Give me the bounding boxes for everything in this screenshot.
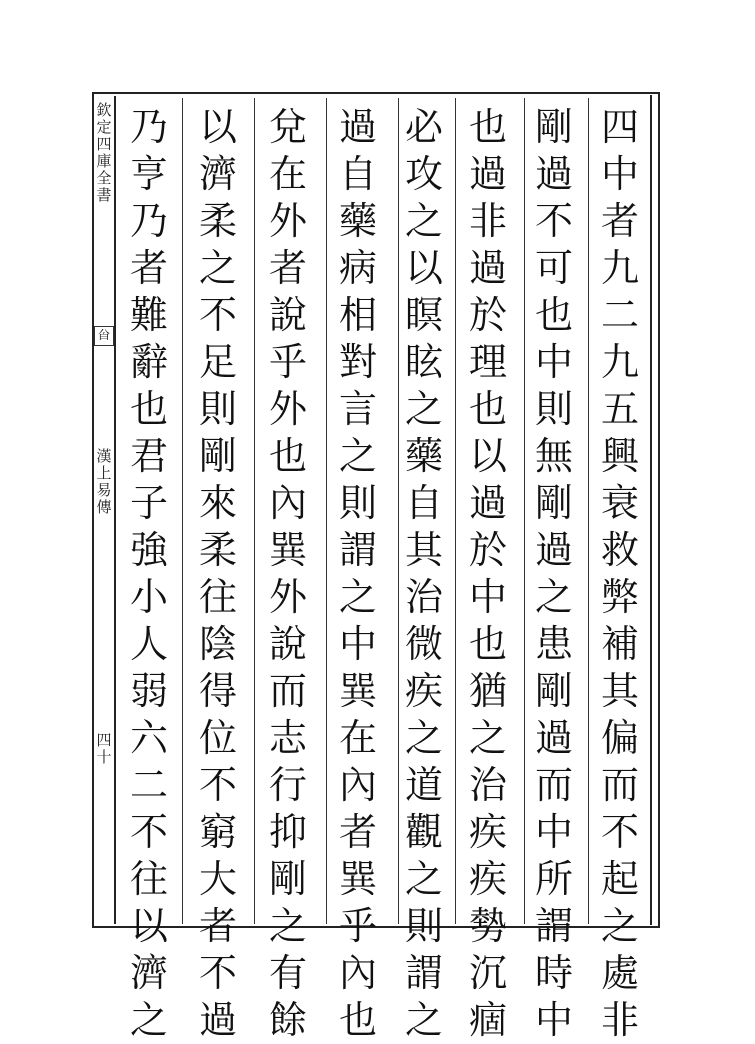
glyph: 得 (198, 669, 237, 713)
fore-edge-glyph: 四 (96, 731, 112, 749)
fore-edge-fishtail-mark: 㒶 (94, 326, 114, 346)
glyph: 攻 (404, 152, 443, 196)
glyph: 患 (534, 622, 573, 666)
glyph: 勢 (468, 904, 507, 948)
glyph: 弱 (129, 669, 168, 713)
fore-edge-title (94, 102, 114, 204)
glyph: 弊 (600, 575, 639, 619)
glyph: 二 (129, 763, 168, 807)
glyph: 有 (268, 951, 307, 995)
glyph: 餘 (268, 998, 307, 1042)
glyph: 謂 (534, 904, 573, 948)
glyph: 以 (404, 246, 443, 290)
glyph: 不 (198, 951, 237, 995)
glyph: 剛 (534, 669, 573, 713)
glyph: 抑 (268, 810, 307, 854)
fore-edge-book-title (94, 448, 114, 516)
fore-edge-glyph: 上 (96, 464, 112, 482)
glyph: 也 (129, 387, 168, 431)
glyph: 之 (268, 904, 307, 948)
glyph: 六 (129, 716, 168, 760)
glyph: 在 (338, 716, 377, 760)
column-rule (254, 98, 255, 924)
glyph: 起 (600, 857, 639, 901)
column-rule (182, 98, 183, 924)
glyph: 藥 (338, 199, 377, 243)
glyph: 之 (338, 575, 377, 619)
glyph: 說 (268, 622, 307, 666)
glyph: 過 (534, 528, 573, 572)
column-rule (326, 98, 327, 924)
fore-edge-strip (94, 96, 114, 924)
glyph: 外 (268, 575, 307, 619)
glyph: 中 (534, 340, 573, 384)
glyph: 濟 (129, 951, 168, 995)
glyph: 非 (600, 998, 639, 1042)
glyph: 必 (404, 105, 443, 149)
glyph: 來 (198, 481, 237, 525)
text-column-2 (531, 104, 577, 1042)
glyph: 剛 (534, 105, 573, 149)
glyph: 其 (600, 669, 639, 713)
glyph: 難 (129, 293, 168, 337)
glyph: 也 (338, 998, 377, 1042)
glyph: 說 (268, 293, 307, 337)
glyph: 治 (468, 763, 507, 807)
glyph: 過 (468, 246, 507, 290)
glyph: 往 (129, 857, 168, 901)
glyph: 中 (534, 998, 573, 1042)
fore-edge-glyph: 庫 (96, 152, 112, 170)
glyph: 濟 (198, 152, 237, 196)
glyph: 過 (338, 105, 377, 149)
glyph: 疾 (468, 810, 507, 854)
glyph: 理 (468, 340, 507, 384)
glyph: 在 (268, 152, 307, 196)
fore-edge-glyph: 易 (96, 481, 112, 499)
glyph: 辭 (129, 340, 168, 384)
glyph: 窮 (198, 810, 237, 854)
glyph: 觀 (404, 810, 443, 854)
glyph: 陰 (198, 622, 237, 666)
glyph: 過 (468, 481, 507, 525)
glyph: 之 (404, 716, 443, 760)
glyph: 補 (600, 622, 639, 666)
glyph: 治 (404, 575, 443, 619)
glyph: 剛 (534, 481, 573, 525)
glyph: 內 (268, 481, 307, 525)
glyph: 對 (338, 340, 377, 384)
glyph: 者 (198, 904, 237, 948)
glyph: 不 (198, 293, 237, 337)
glyph: 其 (404, 528, 443, 572)
glyph: 足 (198, 340, 237, 384)
glyph: 剛 (198, 434, 237, 478)
glyph: 子 (129, 481, 168, 525)
glyph: 過 (198, 998, 237, 1042)
glyph: 非 (468, 199, 507, 243)
fore-edge-glyph: 四 (96, 135, 112, 153)
glyph: 則 (198, 387, 237, 431)
text-column-8 (126, 104, 172, 1042)
glyph: 五 (600, 387, 639, 431)
glyph: 外 (268, 199, 307, 243)
glyph: 中 (338, 622, 377, 666)
text-column-5 (335, 104, 381, 1042)
glyph: 之 (404, 857, 443, 901)
glyph: 之 (600, 904, 639, 948)
glyph: 而 (534, 763, 573, 807)
glyph: 四 (600, 105, 639, 149)
glyph: 以 (468, 434, 507, 478)
glyph: 謂 (338, 528, 377, 572)
column-rule (524, 98, 525, 924)
glyph: 之 (404, 387, 443, 431)
glyph: 乃 (129, 199, 168, 243)
glyph: 衰 (600, 481, 639, 525)
glyph: 九 (600, 246, 639, 290)
glyph: 也 (468, 622, 507, 666)
glyph: 以 (198, 105, 237, 149)
glyph: 巽 (338, 669, 377, 713)
glyph: 中 (534, 810, 573, 854)
glyph: 不 (198, 763, 237, 807)
glyph: 自 (338, 152, 377, 196)
glyph: 處 (600, 951, 639, 995)
glyph: 則 (338, 481, 377, 525)
glyph: 於 (468, 293, 507, 337)
glyph: 興 (600, 434, 639, 478)
glyph: 之 (338, 434, 377, 478)
glyph: 強 (129, 528, 168, 572)
glyph: 也 (468, 387, 507, 431)
glyph: 藥 (404, 434, 443, 478)
glyph: 亨 (129, 152, 168, 196)
column-rule (588, 98, 589, 924)
glyph: 二 (600, 293, 639, 337)
column-rule (398, 98, 399, 924)
column-rule (455, 98, 456, 924)
glyph: 也 (268, 434, 307, 478)
glyph: 眩 (404, 340, 443, 384)
glyph: 言 (338, 387, 377, 431)
glyph: 自 (404, 481, 443, 525)
glyph: 之 (404, 998, 443, 1042)
glyph: 時 (534, 951, 573, 995)
text-column-4 (401, 104, 447, 1042)
glyph: 柔 (198, 199, 237, 243)
glyph: 之 (468, 716, 507, 760)
glyph: 內 (338, 763, 377, 807)
glyph: 也 (468, 105, 507, 149)
fore-edge-glyph: 書 (96, 186, 112, 204)
fore-edge-glyph: 傳 (96, 498, 112, 516)
glyph: 瞑 (404, 293, 443, 337)
glyph: 乃 (129, 105, 168, 149)
glyph: 也 (534, 293, 573, 337)
glyph: 於 (468, 528, 507, 572)
fore-edge-glyph: 漢 (96, 447, 112, 465)
text-column-7 (195, 104, 241, 1042)
glyph: 巽 (338, 857, 377, 901)
glyph: 以 (129, 904, 168, 948)
glyph: 則 (534, 387, 573, 431)
glyph: 相 (338, 293, 377, 337)
glyph: 者 (338, 810, 377, 854)
glyph: 乎 (268, 340, 307, 384)
page-border-inner-right (650, 95, 655, 925)
glyph: 外 (268, 387, 307, 431)
glyph: 猶 (468, 669, 507, 713)
glyph: 救 (600, 528, 639, 572)
fore-edge-glyph: 欽 (96, 101, 112, 119)
glyph: 則 (404, 904, 443, 948)
glyph: 者 (268, 246, 307, 290)
glyph: 志 (268, 716, 307, 760)
glyph: 而 (268, 669, 307, 713)
glyph: 乎 (338, 904, 377, 948)
glyph: 內 (338, 951, 377, 995)
glyph: 兌 (268, 105, 307, 149)
glyph: 巽 (268, 528, 307, 572)
glyph: 而 (600, 763, 639, 807)
glyph: 往 (198, 575, 237, 619)
text-column-3 (465, 104, 511, 1042)
glyph: 中 (468, 575, 507, 619)
glyph: 過 (534, 152, 573, 196)
glyph: 行 (268, 763, 307, 807)
fore-edge-glyph: 全 (96, 169, 112, 187)
glyph: 小 (129, 575, 168, 619)
text-column-6 (265, 104, 311, 1042)
glyph: 過 (534, 716, 573, 760)
fore-edge-page-number (94, 732, 114, 766)
glyph: 九 (600, 340, 639, 384)
glyph: 可 (534, 246, 573, 290)
glyph: 中 (600, 152, 639, 196)
glyph: 之 (534, 575, 573, 619)
glyph: 之 (404, 199, 443, 243)
glyph: 者 (600, 199, 639, 243)
glyph: 過 (468, 152, 507, 196)
glyph: 痼 (468, 998, 507, 1042)
glyph: 柔 (198, 528, 237, 572)
glyph: 疾 (468, 857, 507, 901)
fore-edge-glyph: 十 (96, 748, 112, 766)
glyph: 微 (404, 622, 443, 666)
glyph: 人 (129, 622, 168, 666)
glyph: 道 (404, 763, 443, 807)
glyph: 剛 (268, 857, 307, 901)
glyph: 大 (198, 857, 237, 901)
glyph: 偏 (600, 716, 639, 760)
glyph: 者 (129, 246, 168, 290)
glyph: 之 (198, 246, 237, 290)
glyph: 不 (600, 810, 639, 854)
text-column-1 (597, 104, 643, 1042)
fore-edge-glyph: 定 (96, 118, 112, 136)
glyph: 不 (129, 810, 168, 854)
glyph: 病 (338, 246, 377, 290)
glyph: 謂 (404, 951, 443, 995)
glyph: 君 (129, 434, 168, 478)
glyph: 疾 (404, 669, 443, 713)
glyph: 無 (534, 434, 573, 478)
glyph: 之 (129, 998, 168, 1042)
glyph: 位 (198, 716, 237, 760)
glyph: 沉 (468, 951, 507, 995)
glyph: 不 (534, 199, 573, 243)
fore-edge-divider (114, 96, 116, 924)
glyph: 所 (534, 857, 573, 901)
